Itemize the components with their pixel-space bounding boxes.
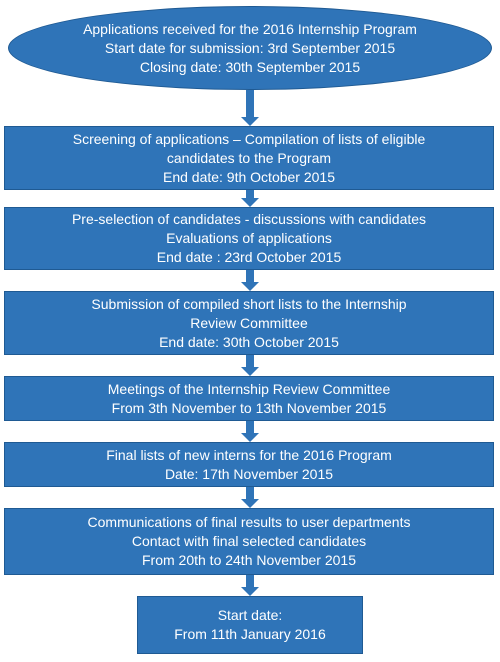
step-line: Contact with final selected candidates [131, 533, 367, 549]
step-line: End date: 30th October 2015 [159, 333, 339, 350]
step-applications-received [8, 6, 492, 90]
step-line: Start date: [217, 607, 283, 623]
step-line: Screening of applications – Compilation of lists of eligible [72, 130, 426, 147]
step-line: Evaluations of applications [166, 230, 332, 246]
step-line: From 20th to 24th November 2015 [141, 552, 356, 568]
step-line: Communications of final results to user departments [87, 514, 411, 530]
arrow-3 [241, 270, 259, 291]
step-line: Final lists of new interns for the 2016 Program [106, 446, 392, 463]
arrow-1 [241, 90, 259, 126]
arrow-6 [241, 487, 259, 508]
step-line: Start date for submission: 3rd September 2015 [104, 39, 396, 56]
step-line: From 3th November to 13th November 2015 [111, 399, 387, 416]
step-pre-selection [4, 207, 494, 270]
step-final-lists [4, 442, 494, 487]
step-line: From 11th January 2016 [174, 626, 326, 642]
step-submission-short-lists [4, 291, 494, 355]
arrow-2 [241, 190, 259, 207]
step-line: Submission of compiled short lists to the Internship [91, 295, 407, 312]
step-screening [4, 126, 494, 190]
step-line: Closing date: 30th September 2015 [139, 58, 361, 75]
step-committee-meetings [4, 376, 494, 421]
arrow-4 [241, 355, 259, 376]
step-line: candidates to the Program [166, 149, 332, 166]
arrow-5 [241, 421, 259, 442]
step-line: Applications received for the 2016 Internship Program [83, 20, 417, 37]
arrow-7 [241, 575, 259, 596]
step-line: Review Committee [190, 314, 308, 331]
step-line: Meetings of the Internship Review Committee [107, 380, 391, 397]
step-start-date [137, 596, 363, 654]
step-line: Date: 17th November 2015 [164, 465, 334, 482]
step-communications [4, 508, 494, 575]
step-line: Pre-selection of candidates - discussions with candidates [71, 211, 427, 227]
step-line: End date : 23rd October 2015 [156, 249, 342, 265]
step-line: End date: 9th October 2015 [162, 168, 335, 185]
